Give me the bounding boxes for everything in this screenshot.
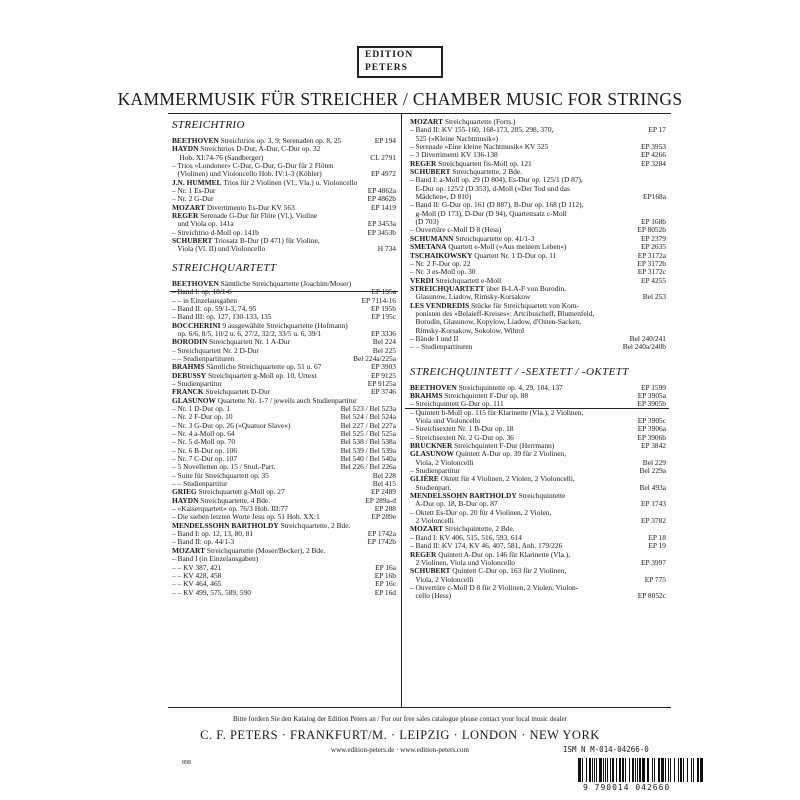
edition-number: EP 3842	[641, 441, 666, 451]
barcode-bar	[592, 758, 593, 782]
composer-name: TSCHAIKOWSKY	[410, 250, 473, 260]
work-title: – Streichsextett Nr. 1 B-Dur op. 18	[410, 424, 514, 434]
barcode-bar	[582, 758, 583, 782]
edition-number: EP 16a	[375, 562, 396, 572]
work-title: – Studienpartitur	[172, 378, 222, 388]
edition-number: Bel 540 / Bel 540a	[340, 454, 396, 464]
work-title: – Nr. 2 F-Dur op. 22	[410, 258, 471, 268]
edition-number: EP 3905c	[637, 416, 666, 425]
barcode-bar	[687, 758, 688, 782]
barcode-bar	[661, 758, 664, 782]
publisher-locations: C. F. PETERS · FRANKFURT/M. · LEIPZIG · LONDON · NEW YORK	[200, 728, 600, 742]
edition-number: EP 2489	[371, 487, 396, 497]
work-title: – Ouvertüre c-Moll D 8 (Hess)	[410, 225, 502, 235]
work-title: Streichquartette (Forts.)	[443, 117, 516, 126]
work-title: – »Kaiserquartett« op. 76/3 Hob. III:77	[172, 504, 288, 514]
barcode-bar	[647, 758, 649, 782]
barcode-bar	[629, 758, 630, 782]
edition-number: EP 16d	[374, 587, 396, 597]
column-divider	[401, 113, 402, 707]
edition-number: EP 16b	[374, 570, 396, 580]
spacer	[172, 254, 396, 260]
work-title: Streichquartette op. 41/1-3	[453, 233, 535, 243]
edition-number: Bel 523 / Bel 523a	[340, 403, 396, 413]
composer-name: HAYDN	[172, 495, 199, 505]
work-title: Sämtliche Streichquartette (Joachim/Moser)	[218, 278, 352, 288]
work-title: – Oktett Es-Dur op. 20 für 4 Violinen, 2 Violen,	[410, 507, 552, 517]
edition-peters-logo	[357, 46, 443, 76]
work-title: – Serenade »Eine kleine Nachtmusik« KV 525	[410, 142, 549, 152]
work-title: cello (Hess)	[410, 591, 452, 601]
work-title: Studienpart.	[410, 482, 452, 492]
barcode-bar	[670, 758, 671, 782]
work-title: A-Dur op. 18, B-Dur op. 87	[410, 499, 498, 509]
edition-number: EP 195c	[371, 312, 396, 322]
edition-number: EP 3172b	[637, 258, 666, 268]
spacer	[410, 358, 666, 364]
entry-text	[410, 343, 608, 351]
entry-text	[172, 245, 338, 253]
composer-name: BEETHOVEN	[410, 382, 457, 392]
edition-number: Bel 240/241	[629, 333, 666, 343]
edition-number: Bel 227 / Bel 227a	[340, 420, 396, 430]
edition-number: Bel 524 / Bel 524a	[340, 412, 396, 422]
barcode-bar	[668, 758, 669, 782]
edition-number: EP 9125	[371, 370, 396, 380]
barcode-bar	[658, 758, 660, 782]
logo-text: EDITION PETERS	[357, 46, 443, 78]
work-title: – Nr. 4 a-Moll op. 64	[172, 429, 235, 438]
composer-name: MOZART	[172, 545, 205, 555]
edition-number: Bel 225	[372, 345, 396, 355]
barcode-bar	[586, 758, 587, 782]
composer-name: SMETANA	[410, 242, 447, 252]
work-title: – Band II: op. 44/1-3	[172, 537, 235, 547]
work-title: – 5 Novelletten op. 15 / Stud.-Part.	[172, 462, 276, 472]
barcode-bar	[594, 758, 595, 782]
work-title: 2 Violinen, Viola und Violoncello	[410, 557, 516, 567]
edition-number: EP 9125a	[367, 378, 396, 388]
composer-name: MOZART	[172, 202, 205, 212]
catalogue-entry	[410, 210, 666, 218]
work-title: Viola, 2 Violoncelli	[410, 574, 474, 584]
work-title: Viola und Violoncello	[410, 416, 481, 425]
catalogue-entry	[172, 589, 396, 597]
composer-name: GLASUNOW	[172, 395, 216, 405]
composer-name: SCHUBERT	[410, 566, 451, 576]
edition-number: EP 7114-16	[361, 295, 396, 305]
work-title: – Band II: op. 59/1-3, 74, 95	[172, 303, 257, 313]
edition-number: Bel 240a/240b	[622, 342, 666, 352]
work-title: – – in Einzelausgaben	[172, 295, 238, 305]
right-column	[410, 118, 666, 601]
work-title: – Band I: a-Moll op. 29 (D 804), Es-Dur op. 125/1 (D 87),	[410, 175, 583, 185]
work-title: – Streichsextett Nr. 2 G-Dur op. 36	[410, 432, 514, 442]
work-title: – Band II: KV 155-160, 168-173, 285, 298, 370,	[410, 125, 554, 135]
barcode-bar	[603, 758, 604, 782]
work-title: – Band I: op. 18/1-6	[172, 287, 232, 297]
edition-number: EP 194	[374, 136, 396, 145]
work-title: – Studienpartitur	[410, 466, 460, 476]
work-title: 525 (»Kleine Nachtmusik«)	[410, 133, 499, 143]
edition-number: EP 3746	[371, 387, 396, 397]
barcode-number: 9 790014 042660	[583, 783, 671, 792]
entry-text	[410, 592, 608, 600]
section-heading: STREICHQUINTETT / -SEXTETT / -OKTETT	[410, 365, 629, 378]
work-title: (Violinen) und Violoncello Hob. IV:1-3 (Köhler)	[172, 169, 322, 179]
edition-number: Bel 525 / Bel 525a	[340, 429, 396, 438]
composer-name: GLASUNOW	[410, 449, 454, 459]
composer-name: FRANCK	[172, 387, 204, 397]
composer-name: STREICHQUARTETT	[410, 283, 485, 293]
work-title: Streichtrios op. 3, 9; Serenaden op. 8, 25	[218, 136, 342, 145]
work-title: – Nr. 1 D-Dur op. 1	[172, 403, 231, 413]
work-title: Rimsky-Korsakow, Sokolow, Wihtol	[410, 325, 525, 335]
work-title: Hob. XI:74-76 (Sandberger)	[172, 152, 264, 162]
barcode-bar	[632, 758, 634, 782]
composer-name: VERDI	[410, 275, 434, 285]
section-heading: STREICHQUARTETT	[172, 261, 277, 274]
work-title: Streichquartett g-Moll op. 10, Urtext	[206, 370, 317, 380]
work-title: Mädchen«, D 810)	[410, 192, 472, 202]
entry-text	[172, 589, 338, 597]
edition-number: EP 4862a	[367, 186, 396, 196]
composer-name: BEETHOVEN	[172, 136, 219, 145]
work-title: – Nr. 1 Es-Dur	[172, 186, 216, 196]
work-title: Streichquartett e-Moll	[433, 275, 502, 285]
work-title: op. 6/6, 8/5, 10/2 u. 6, 27/2, 32/2, 33/5 u. 6, 39/1	[172, 328, 322, 338]
work-title: – Nr. 2 F-Dur op. 10	[172, 412, 233, 422]
catalogue-entry	[410, 343, 666, 351]
work-title: – Nr. 6 B-Dur op. 106	[172, 445, 238, 455]
composer-name: HAYDN	[172, 144, 199, 154]
barcode-bar	[599, 758, 602, 782]
entry-text	[410, 210, 608, 218]
barcode-bar	[652, 758, 653, 782]
work-title: Streichquartett Nr. 1 A-Dur	[207, 337, 291, 347]
barcode-bar	[683, 758, 684, 782]
edition-number: EP 1742b	[367, 537, 396, 547]
work-title: Sämtliche Streichquartette op. 51 u. 67	[204, 362, 322, 372]
publisher-websites: www.edition-peters.de · www.edition-peters.com	[331, 746, 469, 754]
work-title: ponisten des »Belaieff-Kreises«: Artcibuscheff, Blumenfeld,	[410, 308, 595, 318]
composer-name: GLIÈRE	[410, 474, 439, 484]
work-title: Streichtrios D-Dur, A-Dur, C-Dur op. 32	[198, 144, 321, 154]
edition-number: EP 1742a	[367, 529, 396, 539]
work-title: – Streichtrio d-Moll op. 141b	[172, 227, 259, 237]
edition-number: EP 3906b	[637, 432, 666, 442]
edition-number: EP 775	[644, 574, 666, 584]
edition-number: EP 3453b	[367, 227, 396, 237]
barcode-bar	[619, 758, 621, 782]
work-title: Quintett A-Dur op. 39 für 2 Violinen,	[453, 449, 567, 459]
edition-number: CL 2791	[370, 152, 396, 162]
edition-number: EP 289e	[371, 512, 396, 522]
barcode-bar	[612, 758, 614, 782]
composer-name: REGER	[410, 158, 437, 168]
composer-name: LES VENDREDIS	[410, 300, 470, 310]
edition-number: Bel 538 / Bel 538a	[340, 437, 396, 447]
composer-name: GRIEG	[172, 487, 197, 497]
work-title: Streichquartett D-Dur	[203, 387, 271, 397]
catalogue-entry	[410, 592, 666, 600]
work-title: Streichquintett F-Dur op. 88	[442, 390, 529, 400]
work-title: E-Dur op. 125/2 (D 353), d-Moll (»Der Tod und das	[410, 183, 570, 193]
work-title: Streichquartette, 4 Bde.	[198, 495, 271, 505]
work-title: (D 703)	[410, 217, 439, 227]
work-title: – Trios »Londoner« C-Dur, G-Dur, G-Dur für 2 Flöten	[172, 161, 334, 171]
catalogue-entry	[172, 245, 396, 253]
barcode-bar	[678, 758, 679, 782]
edition-number: H 734	[377, 244, 396, 254]
work-title: 9 ausgewählte Streichquartette (Hofmann)	[220, 320, 348, 330]
edition-number: Bel 224a/225a	[353, 353, 396, 363]
work-title: Quartett e-Moll (»Aus meinem Leben«)	[446, 242, 567, 252]
work-title: Streichquintette	[516, 491, 566, 501]
work-title: – – KV 387, 421	[172, 562, 222, 572]
work-title: Streichquintette op. 4, 29, 104, 137	[456, 382, 563, 392]
work-title: g-Moll (D 173), D-Dur (D 94), Quartettsatz c-Moll	[410, 208, 567, 218]
edition-number: EP 3905b	[637, 399, 666, 409]
barcode-bar	[674, 758, 675, 782]
ismn-label: ISM N M-014-04266-0	[563, 745, 649, 754]
work-title: Streichquartette, 2 Bde.	[278, 520, 351, 530]
work-title: – Suite für Streichquartett op. 35	[172, 470, 269, 480]
barcode-bar	[578, 758, 581, 782]
barcode-bar	[605, 758, 606, 782]
composer-name: SCHUBERT	[172, 236, 213, 246]
edition-number: Bel 493a	[639, 482, 666, 492]
edition-number: EP 3336	[371, 328, 396, 338]
composer-name: REGER	[172, 211, 199, 221]
edition-number: EP 3905a	[637, 390, 666, 400]
work-title: – Quintett h-Moll op. 115 für Klarinette (Vla.), 2 Violinen,	[410, 407, 584, 417]
edition-number: EP 8052c	[637, 591, 666, 601]
work-title: – – Studienpartituren	[172, 353, 235, 363]
edition-number: Bel 253	[642, 292, 666, 302]
edition-number: EP 4972	[371, 169, 396, 179]
edition-number: Bel 228	[372, 470, 396, 480]
work-title: – – KV 499, 575, 589, 590	[172, 587, 251, 597]
work-title: – Band II: G-Dur op. 161 (D 887), B-Dur op. 168 (D 112),	[410, 200, 584, 210]
work-title: – – Studienpartituren	[410, 342, 473, 352]
work-title: Viola (Vl. II) und Violoncello	[172, 244, 266, 254]
work-title: – Bände I und II	[410, 333, 459, 343]
work-title: 2 Violoncelli	[410, 516, 454, 526]
composer-name: BRAHMS	[172, 362, 205, 372]
barcode-bar	[700, 758, 703, 782]
work-title: Streichquintett F-Dur (Herrmann)	[452, 441, 555, 451]
work-title: – Ouvertüre c-Moll D 8 für 2 Violinen, 2 Violen, Violon-	[410, 582, 579, 592]
edition-number: EP 16c	[375, 579, 396, 589]
edition-number: EP 8052b	[637, 225, 666, 235]
barcode-bar	[625, 758, 626, 782]
work-title: – Nr. 5 d-Moll op. 70	[172, 437, 236, 447]
work-title: – – Studienpartitur	[172, 479, 228, 489]
work-title: Quartett Nr. 1 D-Dur op. 11	[472, 250, 557, 260]
edition-number: EP 289a-d	[365, 495, 396, 505]
left-column	[172, 117, 396, 597]
barcode-bar	[693, 758, 694, 782]
composer-name: SCHUMANN	[410, 233, 454, 243]
edition-number: EP 288	[374, 504, 396, 514]
edition-number: EP 195b	[371, 303, 396, 313]
composer-name: MENDELSSOHN BARTHOLDY	[410, 491, 517, 501]
edition-number: EP 18	[648, 532, 666, 542]
edition-number: EP 4255	[641, 275, 666, 285]
edition-number: EP 3284	[641, 158, 666, 168]
work-title: Viola, 2 Violoncelli	[410, 457, 474, 467]
edition-number: EP168a	[643, 192, 666, 202]
work-title: Quartette Nr. 1-7 / jeweils auch Studienpartitur	[215, 395, 357, 405]
composer-name: MOZART	[410, 117, 443, 126]
work-title: – – KV 428, 458	[172, 570, 222, 580]
barcode-bar	[680, 758, 682, 782]
edition-number: EP 3903	[371, 362, 396, 372]
work-title: – Band I (in Einzelausgaben)	[172, 554, 259, 564]
barcode	[576, 758, 708, 782]
top-rule	[168, 113, 671, 114]
edition-number: Bel 229a	[639, 466, 666, 476]
barcode-bar	[616, 758, 617, 782]
work-title: Borodin, Glasunow, Kopylow, Liadow, d'Osten-Sacken,	[410, 317, 582, 327]
work-title: Quintett A-Dur op. 146 für Klarinette (Vla.),	[436, 549, 571, 559]
work-title: Streichquintette, 2 Bde.	[443, 524, 515, 534]
work-title: – 3 Divertimenti KV 136-138	[410, 150, 498, 160]
work-title: – Streichquintett G-Dur op. 111	[410, 399, 504, 409]
barcode-bar	[654, 758, 655, 782]
work-title: Triosatz B-Dur (D 471) für Violine,	[212, 236, 320, 246]
work-title: – Nr. 7 C-Dur op. 107	[172, 454, 238, 464]
edition-number: Bel 539 / Bel 539a	[340, 445, 396, 455]
barcode-bar	[639, 758, 641, 782]
edition-number: EP 2635	[641, 242, 666, 252]
work-title: Oktett für 4 Violinen, 2 Violen, 2 Violoncelli,	[438, 474, 575, 484]
edition-number: Bel 226 / Bel 226a	[340, 462, 396, 472]
barcode-bar	[637, 758, 638, 782]
barcode-bar	[642, 758, 645, 782]
work-title: Streichquartett g-Moll op. 27	[196, 487, 285, 497]
edition-number: EP 3782	[641, 516, 666, 526]
bottom-rule	[168, 707, 671, 708]
work-title: und Viola op. 141a	[172, 219, 234, 229]
composer-name: MENDELSSOHN BARTHOLDY	[172, 520, 279, 530]
edition-number: EP 3997	[641, 557, 666, 567]
section-heading: STREICHTRIO	[172, 119, 245, 131]
work-title: – Band II: KV 174, KV 46, 407, 581, Anh. 179/226	[410, 541, 563, 551]
edition-number: EP 3172a	[637, 250, 666, 260]
edition-number: EP 195a	[371, 287, 396, 297]
composer-name: J.N. HUMMEL	[172, 177, 222, 187]
barcode-bar	[607, 758, 608, 782]
work-title: Divertimento Es-Dur KV 563	[205, 202, 295, 212]
work-title: – Nr. 3 G-Dur op. 26 (»Quatuor Slave«)	[172, 420, 291, 430]
composer-name: MOZART	[410, 524, 443, 534]
page-title: KAMMERMUSIK FÜR STREICHER / CHAMBER MUSIC FOR STRINGS	[117, 89, 683, 109]
edition-number: EP 19	[648, 541, 666, 551]
work-title: – Streichquartett Nr. 2 D-Dur	[172, 345, 259, 355]
composer-name: BRAHMS	[410, 390, 443, 400]
work-title: Serenade G-Dur für Flöte (Vl.), Violine	[198, 211, 318, 221]
edition-number: EP 17	[648, 125, 666, 135]
edition-number: EP 2379	[641, 233, 666, 243]
edition-number: EP 3953	[641, 142, 666, 152]
work-title: Stücke für Streichquartett von Kom-	[469, 300, 580, 310]
composer-name: BOCCHERINI	[172, 320, 221, 330]
barcode-bar	[665, 758, 666, 782]
page-code: 898	[182, 760, 191, 766]
work-title: – Nr. 2 G-Dur	[172, 194, 214, 204]
barcode-bar	[697, 758, 699, 782]
work-title: – – KV 464, 465	[172, 579, 222, 589]
edition-number: EP 4862b	[367, 194, 396, 204]
edition-number: EP 4266	[641, 150, 666, 160]
edition-number: EP 3453a	[367, 219, 396, 229]
composer-name: BEETHOVEN	[172, 278, 219, 288]
work-title: Streichquartette (Moser/Becker), 2 Bde.	[205, 545, 326, 555]
composer-name: BORODIN	[172, 337, 208, 347]
work-title: – Nr. 3 es-Moll op. 30	[410, 267, 476, 277]
work-title: – Band I: KV 406, 515, 516, 593, 614	[410, 532, 522, 542]
composer-name: REGER	[410, 549, 437, 559]
work-title: über B-LA-F von Borodin,	[484, 283, 566, 293]
work-title: Quintett C-Dur op. 163 für 2 Violinen,	[450, 566, 567, 576]
edition-number: EP 3906a	[637, 424, 666, 434]
barcode-bar	[610, 758, 611, 782]
work-title: Trios für 2 Violinen (Vl., Vla.) u. Violoncello	[221, 177, 358, 187]
edition-number: EP 3172c	[637, 267, 666, 277]
barcode-bar	[691, 758, 692, 782]
edition-number: EP 1743	[641, 499, 666, 509]
work-title: Glasunow, Liadow, Rimsky-Korsakow	[410, 292, 531, 302]
work-title: – Die sieben letzten Worte Jesu op. 51 Hob. XX:1	[172, 512, 320, 522]
edition-number: EP 168b	[641, 217, 666, 227]
composer-name: DEBUSSY	[172, 370, 207, 380]
catalogue-note: Bitte fordern Sie den Katalog der Edition Peters an / For our free sales catalogue please contact your local music dealer	[233, 715, 567, 723]
work-title: Streichquartette, 2 Bde.	[450, 167, 523, 177]
composer-name: BRUCKNER	[410, 441, 453, 451]
edition-number: Bel 229	[642, 457, 666, 467]
work-title: Streichquartett fis-Moll op. 121	[436, 158, 532, 168]
work-title: – Band I: op. 12, 13, 80, 81	[172, 529, 254, 539]
edition-number: EP 1599	[641, 382, 666, 392]
barcode-bar	[589, 758, 591, 782]
barcode-bar	[622, 758, 624, 782]
edition-number: Bel 415	[372, 479, 396, 489]
edition-number: EP 1419	[371, 202, 396, 212]
barcode-bar	[596, 758, 597, 782]
composer-name: SCHUBERT	[410, 167, 451, 177]
edition-number: Bel 224	[372, 337, 396, 347]
barcode-bar	[635, 758, 636, 782]
work-title: – Band III: op. 127, 130-133, 135	[172, 312, 272, 322]
